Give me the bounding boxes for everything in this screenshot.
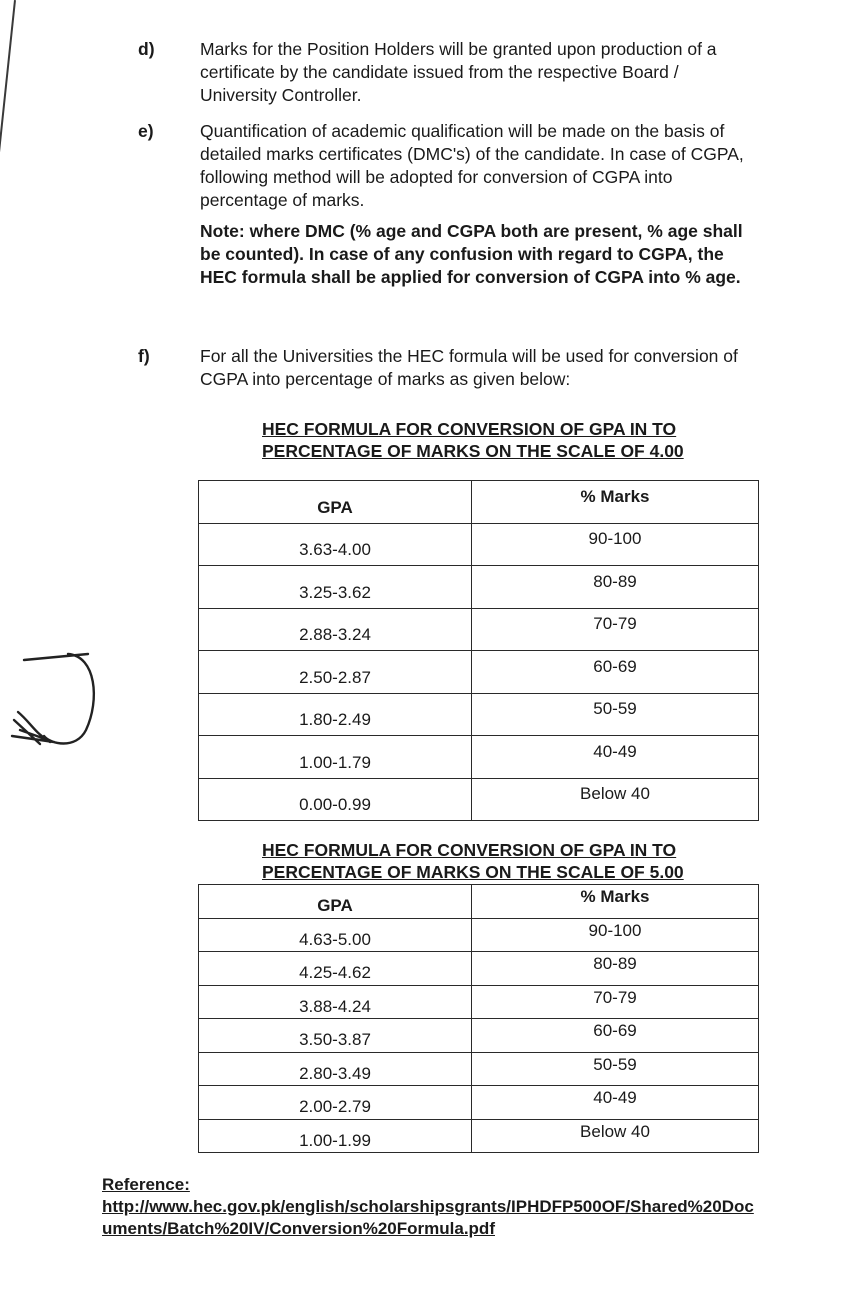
- cell-gpa: 4.25-4.62: [199, 952, 472, 986]
- item-label: d): [138, 39, 155, 59]
- heading-line: PERCENTAGE OF MARKS ON THE SCALE OF 5.00: [262, 862, 684, 882]
- cell-gpa: 3.25-3.62: [199, 566, 472, 609]
- cell-marks: 70-79: [472, 608, 759, 651]
- table-row: [199, 778, 759, 821]
- cell-gpa: 1.00-1.99: [199, 1119, 472, 1153]
- item-text: For all the Universities the HEC formula will be used for conversion of CGPA into percentage of marks as given below:: [200, 346, 738, 389]
- cell-gpa: 3.50-3.87: [199, 1019, 472, 1053]
- cell-gpa: 2.00-2.79: [199, 1086, 472, 1120]
- cell-gpa: 3.88-4.24: [199, 985, 472, 1019]
- cell-gpa: 0.00-0.99: [199, 778, 472, 821]
- table-row: [199, 1119, 759, 1153]
- table-row: [199, 736, 759, 779]
- cell-marks: 40-49: [472, 736, 759, 779]
- cell-marks: 80-89: [472, 952, 759, 986]
- header-marks: % Marks: [472, 885, 759, 919]
- table-row: [199, 918, 759, 952]
- cell-gpa: 2.88-3.24: [199, 608, 472, 651]
- table-heading-scale-4: [262, 418, 722, 462]
- heading-line: PERCENTAGE OF MARKS ON THE SCALE OF 4.00: [262, 441, 684, 461]
- table-row: [199, 1086, 759, 1120]
- table-header-row: [199, 885, 759, 919]
- table-heading-scale-5: [262, 839, 722, 883]
- item-note: Note: where DMC (% age and CGPA both are present, % age shall be counted). In case of any confusion with regard to CGPA, the HEC formula shall be applied for conversion of CGPA into % age.: [200, 221, 743, 287]
- header-gpa: GPA: [199, 885, 472, 919]
- conversion-table-scale-4: [198, 480, 759, 821]
- heading-line: HEC FORMULA FOR CONVERSION OF GPA IN TO: [262, 419, 677, 439]
- cell-gpa: 1.00-1.79: [199, 736, 472, 779]
- reference-label: Reference:: [102, 1175, 190, 1194]
- cell-marks: 50-59: [472, 693, 759, 736]
- cell-marks: 50-59: [472, 1052, 759, 1086]
- table-row: [199, 523, 759, 566]
- table-row: [199, 985, 759, 1019]
- cell-gpa: 3.63-4.00: [199, 523, 472, 566]
- reference-link[interactable]: http://www.hec.gov.pk/english/scholarshipsgrants/IPHDFP500OF/Shared%20Documents/Batch%20IV/Conversion%20Formula.pdf: [102, 1197, 754, 1238]
- item-label: e): [138, 121, 154, 141]
- table-row: [199, 608, 759, 651]
- signature-mark: [10, 640, 110, 760]
- item-text: Quantification of academic qualification will be made on the basis of detailed marks certificates (DMC's) of the candidate. In case of CGPA, following method will be adopted for conversion of CGPA into percentage of marks.: [200, 121, 744, 210]
- item-label: f): [138, 346, 150, 366]
- conversion-table-scale-5: [198, 884, 759, 1153]
- table-row: [199, 651, 759, 694]
- heading-line: HEC FORMULA FOR CONVERSION OF GPA IN TO: [262, 840, 677, 860]
- cell-gpa: 2.80-3.49: [199, 1052, 472, 1086]
- table-row: [199, 1019, 759, 1053]
- item-text: Marks for the Position Holders will be granted upon production of a certificate by the candidate issued from the respective Board / University Controller.: [200, 39, 717, 105]
- cell-marks: 90-100: [472, 523, 759, 566]
- cell-gpa: 2.50-2.87: [199, 651, 472, 694]
- table-row: [199, 952, 759, 986]
- cell-marks: 80-89: [472, 566, 759, 609]
- cell-marks: 60-69: [472, 651, 759, 694]
- reference-block: [102, 1174, 762, 1240]
- cell-marks: 70-79: [472, 985, 759, 1019]
- table-header-row: [199, 481, 759, 524]
- cell-marks: Below 40: [472, 778, 759, 821]
- header-gpa: GPA: [199, 481, 472, 524]
- table-row: [199, 566, 759, 609]
- cell-marks: 90-100: [472, 918, 759, 952]
- cell-marks: 40-49: [472, 1086, 759, 1120]
- page-edge-line: [0, 0, 16, 164]
- cell-gpa: 4.63-5.00: [199, 918, 472, 952]
- table-row: [199, 693, 759, 736]
- cell-gpa: 1.80-2.49: [199, 693, 472, 736]
- header-marks: % Marks: [472, 481, 759, 524]
- table-row: [199, 1052, 759, 1086]
- cell-marks: Below 40: [472, 1119, 759, 1153]
- cell-marks: 60-69: [472, 1019, 759, 1053]
- item-text-block: [200, 120, 760, 289]
